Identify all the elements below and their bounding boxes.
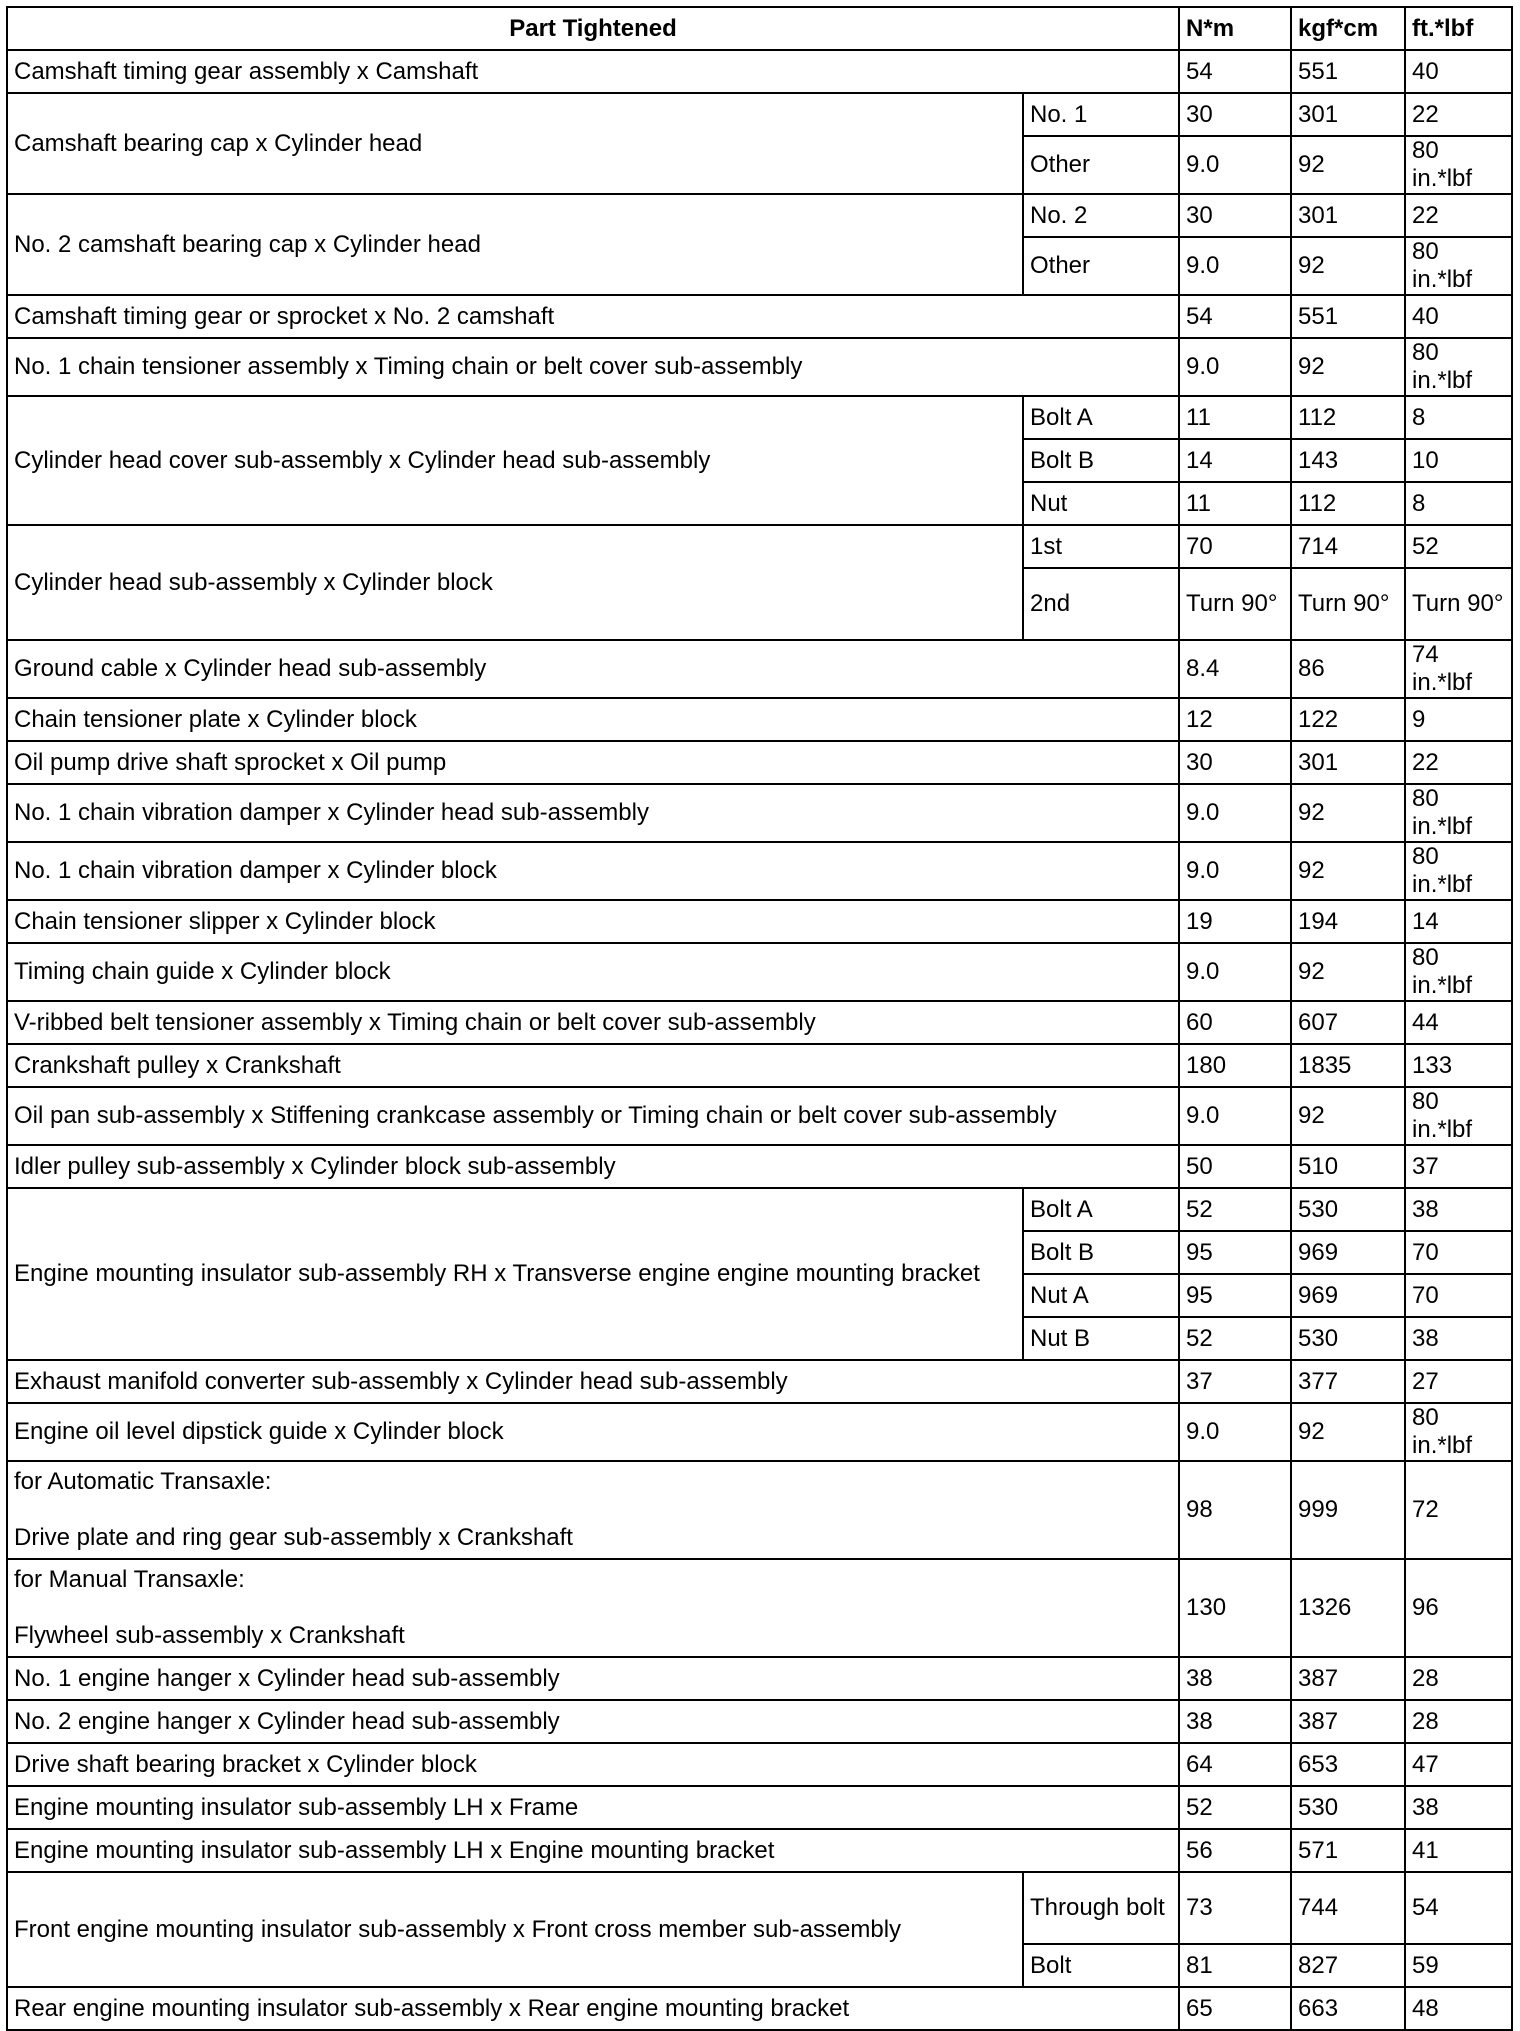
ft-cell: 80 in.*lbf [1405,237,1512,295]
table-row [7,1145,1512,1188]
part-cell: Engine mounting insulator sub-assembly LH x Frame [7,1786,1179,1829]
nm-cell: 98 [1179,1461,1291,1559]
nm-cell: 65 [1179,1987,1291,2030]
part-cell: No. 1 chain vibration damper x Cylinder block [7,842,1179,900]
nm-cell: 52 [1179,1786,1291,1829]
header-ft-lbf: ft.*lbf [1405,7,1512,50]
header-row [7,7,1512,50]
torque-specification-table [6,6,1513,2031]
table-row [7,1188,1512,1231]
part-cell: Engine mounting insulator sub-assembly LH x Engine mounting bracket [7,1829,1179,1872]
nm-cell: 73 [1179,1872,1291,1944]
part-text: Drive plate and ring gear sub-assembly x Crankshaft [14,1524,573,1551]
header-nm: N*m [1179,7,1291,50]
ft-cell: 80 in.*lbf [1405,338,1512,396]
table-row [7,93,1512,136]
part-text: Flywheel sub-assembly x Crankshaft [14,1622,405,1649]
nm-cell: 11 [1179,396,1291,439]
nm-cell: 95 [1179,1231,1291,1274]
ft-cell: 133 [1405,1044,1512,1087]
ft-cell: 80 in.*lbf [1405,784,1512,842]
nm-cell: 81 [1179,1944,1291,1987]
kgf-cell: 112 [1291,482,1405,525]
kgf-cell: 92 [1291,237,1405,295]
sub-label-cell: Bolt [1023,1944,1179,1987]
ft-cell: 22 [1405,741,1512,784]
part-cell: Engine mounting insulator sub-assembly RH x Transverse engine engine mounting bracket [7,1188,1023,1360]
kgf-cell: 653 [1291,1743,1405,1786]
kgf-cell: 92 [1291,1087,1405,1145]
part-cell [7,1461,1179,1559]
ft-cell: 41 [1405,1829,1512,1872]
sub-label-cell: Bolt A [1023,396,1179,439]
nm-cell: 52 [1179,1317,1291,1360]
table-row [7,784,1512,842]
kgf-cell: 301 [1291,93,1405,136]
part-cell: Chain tensioner plate x Cylinder block [7,698,1179,741]
part-cell: Idler pulley sub-assembly x Cylinder block sub-assembly [7,1145,1179,1188]
table-row [7,698,1512,741]
nm-cell: 14 [1179,439,1291,482]
part-cell: Rear engine mounting insulator sub-assembly x Rear engine mounting bracket [7,1987,1179,2030]
sub-label-cell: 2nd [1023,568,1179,640]
ft-cell: 70 [1405,1274,1512,1317]
table-row [7,295,1512,338]
part-cell: Front engine mounting insulator sub-assembly x Front cross member sub-assembly [7,1872,1023,1987]
ft-cell: 59 [1405,1944,1512,1987]
kgf-cell: 86 [1291,640,1405,698]
transaxle-qualifier: for Automatic Transaxle: [14,1468,272,1495]
ft-cell: 28 [1405,1700,1512,1743]
kgf-cell: 122 [1291,698,1405,741]
sub-label-cell: Nut A [1023,1274,1179,1317]
ft-cell: 96 [1405,1559,1512,1657]
ft-cell: 38 [1405,1188,1512,1231]
ft-cell: 10 [1405,439,1512,482]
nm-cell: 38 [1179,1700,1291,1743]
header-part-tightened: Part Tightened [7,7,1179,50]
table-row [7,1786,1512,1829]
kgf-cell: 301 [1291,194,1405,237]
table-row [7,396,1512,439]
part-cell: Camshaft timing gear or sprocket x No. 2 camshaft [7,295,1179,338]
nm-cell: 9.0 [1179,943,1291,1001]
nm-cell: 9.0 [1179,338,1291,396]
part-cell: Camshaft bearing cap x Cylinder head [7,93,1023,194]
kgf-cell: 827 [1291,1944,1405,1987]
nm-cell: 30 [1179,741,1291,784]
ft-cell: 54 [1405,1872,1512,1944]
part-cell: Camshaft timing gear assembly x Camshaft [7,50,1179,93]
sub-label-cell: Other [1023,136,1179,194]
nm-cell: 95 [1179,1274,1291,1317]
kgf-cell: 510 [1291,1145,1405,1188]
ft-cell: 74 in.*lbf [1405,640,1512,698]
part-cell: Engine oil level dipstick guide x Cylinder block [7,1403,1179,1461]
sub-label-cell: 1st [1023,525,1179,568]
kgf-cell: 969 [1291,1231,1405,1274]
table-row [7,1087,1512,1145]
ft-cell: Turn 90° [1405,568,1512,640]
kgf-cell: 92 [1291,136,1405,194]
kgf-cell: 377 [1291,1360,1405,1403]
sub-label-cell: Nut [1023,482,1179,525]
table-row [7,1559,1512,1657]
ft-cell: 8 [1405,482,1512,525]
nm-cell: 54 [1179,295,1291,338]
ft-cell: 27 [1405,1360,1512,1403]
ft-cell: 47 [1405,1743,1512,1786]
nm-cell: 9.0 [1179,237,1291,295]
part-cell [7,1559,1179,1657]
kgf-cell: 530 [1291,1188,1405,1231]
ft-cell: 9 [1405,698,1512,741]
table-row [7,1657,1512,1700]
sub-label-cell: Nut B [1023,1317,1179,1360]
nm-cell: 60 [1179,1001,1291,1044]
nm-cell: 11 [1179,482,1291,525]
kgf-cell: Turn 90° [1291,568,1405,640]
table-row [7,1987,1512,2030]
part-cell: No. 1 engine hanger x Cylinder head sub-assembly [7,1657,1179,1700]
nm-cell: 9.0 [1179,784,1291,842]
kgf-cell: 301 [1291,741,1405,784]
part-cell: Exhaust manifold converter sub-assembly x Cylinder head sub-assembly [7,1360,1179,1403]
kgf-cell: 551 [1291,295,1405,338]
nm-cell: 180 [1179,1044,1291,1087]
table-row [7,1829,1512,1872]
part-cell: No. 2 engine hanger x Cylinder head sub-assembly [7,1700,1179,1743]
part-cell: Cylinder head cover sub-assembly x Cylinder head sub-assembly [7,396,1023,525]
ft-cell: 52 [1405,525,1512,568]
ft-cell: 38 [1405,1786,1512,1829]
kgf-cell: 92 [1291,842,1405,900]
ft-cell: 48 [1405,1987,1512,2030]
sub-label-cell: Through bolt [1023,1872,1179,1944]
nm-cell: 70 [1179,525,1291,568]
nm-cell: 54 [1179,50,1291,93]
sub-label-cell: No. 2 [1023,194,1179,237]
kgf-cell: 1835 [1291,1044,1405,1087]
sub-label-cell: Bolt B [1023,439,1179,482]
sub-label-cell: Bolt B [1023,1231,1179,1274]
nm-cell: 50 [1179,1145,1291,1188]
kgf-cell: 92 [1291,943,1405,1001]
ft-cell: 80 in.*lbf [1405,943,1512,1001]
kgf-cell: 92 [1291,784,1405,842]
kgf-cell: 999 [1291,1461,1405,1559]
kgf-cell: 969 [1291,1274,1405,1317]
nm-cell: 37 [1179,1360,1291,1403]
part-cell: Drive shaft bearing bracket x Cylinder block [7,1743,1179,1786]
nm-cell: 52 [1179,1188,1291,1231]
kgf-cell: 571 [1291,1829,1405,1872]
table-row [7,194,1512,237]
table-row [7,1044,1512,1087]
part-cell: Oil pan sub-assembly x Stiffening crankcase assembly or Timing chain or belt cover sub-assembly [7,1087,1179,1145]
ft-cell: 80 in.*lbf [1405,1403,1512,1461]
kgf-cell: 92 [1291,1403,1405,1461]
nm-cell: 19 [1179,900,1291,943]
ft-cell: 22 [1405,194,1512,237]
ft-cell: 40 [1405,295,1512,338]
table-row [7,741,1512,784]
part-cell: Timing chain guide x Cylinder block [7,943,1179,1001]
kgf-cell: 387 [1291,1657,1405,1700]
part-cell: Oil pump drive shaft sprocket x Oil pump [7,741,1179,784]
nm-cell: 8.4 [1179,640,1291,698]
table-row [7,1403,1512,1461]
nm-cell: 38 [1179,1657,1291,1700]
sub-label-cell: No. 1 [1023,93,1179,136]
nm-cell: 9.0 [1179,842,1291,900]
kgf-cell: 194 [1291,900,1405,943]
kgf-cell: 530 [1291,1786,1405,1829]
part-cell: No. 1 chain vibration damper x Cylinder head sub-assembly [7,784,1179,842]
sub-label-cell: Bolt A [1023,1188,1179,1231]
ft-cell: 80 in.*lbf [1405,842,1512,900]
header-kgf-cm: kgf*cm [1291,7,1405,50]
nm-cell: 9.0 [1179,1403,1291,1461]
nm-cell: 9.0 [1179,1087,1291,1145]
transaxle-qualifier: for Manual Transaxle: [14,1566,245,1593]
kgf-cell: 530 [1291,1317,1405,1360]
table-row [7,900,1512,943]
nm-cell: 30 [1179,93,1291,136]
nm-cell: 130 [1179,1559,1291,1657]
ft-cell: 70 [1405,1231,1512,1274]
part-cell: No. 2 camshaft bearing cap x Cylinder head [7,194,1023,295]
kgf-cell: 1326 [1291,1559,1405,1657]
part-cell: No. 1 chain tensioner assembly x Timing chain or belt cover sub-assembly [7,338,1179,396]
kgf-cell: 92 [1291,338,1405,396]
sub-label-cell: Other [1023,237,1179,295]
table-row [7,1700,1512,1743]
nm-cell: Turn 90° [1179,568,1291,640]
table-row [7,1872,1512,1944]
ft-cell: 40 [1405,50,1512,93]
table-row [7,943,1512,1001]
kgf-cell: 143 [1291,439,1405,482]
ft-cell: 37 [1405,1145,1512,1188]
ft-cell: 22 [1405,93,1512,136]
ft-cell: 28 [1405,1657,1512,1700]
table-row [7,640,1512,698]
table-row [7,1360,1512,1403]
kgf-cell: 663 [1291,1987,1405,2030]
table-row [7,842,1512,900]
ft-cell: 14 [1405,900,1512,943]
table-row [7,1001,1512,1044]
nm-cell: 30 [1179,194,1291,237]
table-row [7,1461,1512,1559]
part-cell: Chain tensioner slipper x Cylinder block [7,900,1179,943]
kgf-cell: 551 [1291,50,1405,93]
ft-cell: 80 in.*lbf [1405,1087,1512,1145]
kgf-cell: 112 [1291,396,1405,439]
nm-cell: 12 [1179,698,1291,741]
kgf-cell: 607 [1291,1001,1405,1044]
table-row [7,1743,1512,1786]
ft-cell: 80 in.*lbf [1405,136,1512,194]
table-row [7,338,1512,396]
part-cell: V-ribbed belt tensioner assembly x Timing chain or belt cover sub-assembly [7,1001,1179,1044]
nm-cell: 64 [1179,1743,1291,1786]
part-cell: Ground cable x Cylinder head sub-assembly [7,640,1179,698]
table-row [7,50,1512,93]
kgf-cell: 387 [1291,1700,1405,1743]
kgf-cell: 744 [1291,1872,1405,1944]
ft-cell: 8 [1405,396,1512,439]
ft-cell: 44 [1405,1001,1512,1044]
part-cell: Crankshaft pulley x Crankshaft [7,1044,1179,1087]
table-row [7,525,1512,568]
ft-cell: 38 [1405,1317,1512,1360]
ft-cell: 72 [1405,1461,1512,1559]
kgf-cell: 714 [1291,525,1405,568]
nm-cell: 56 [1179,1829,1291,1872]
nm-cell: 9.0 [1179,136,1291,194]
part-cell: Cylinder head sub-assembly x Cylinder block [7,525,1023,640]
